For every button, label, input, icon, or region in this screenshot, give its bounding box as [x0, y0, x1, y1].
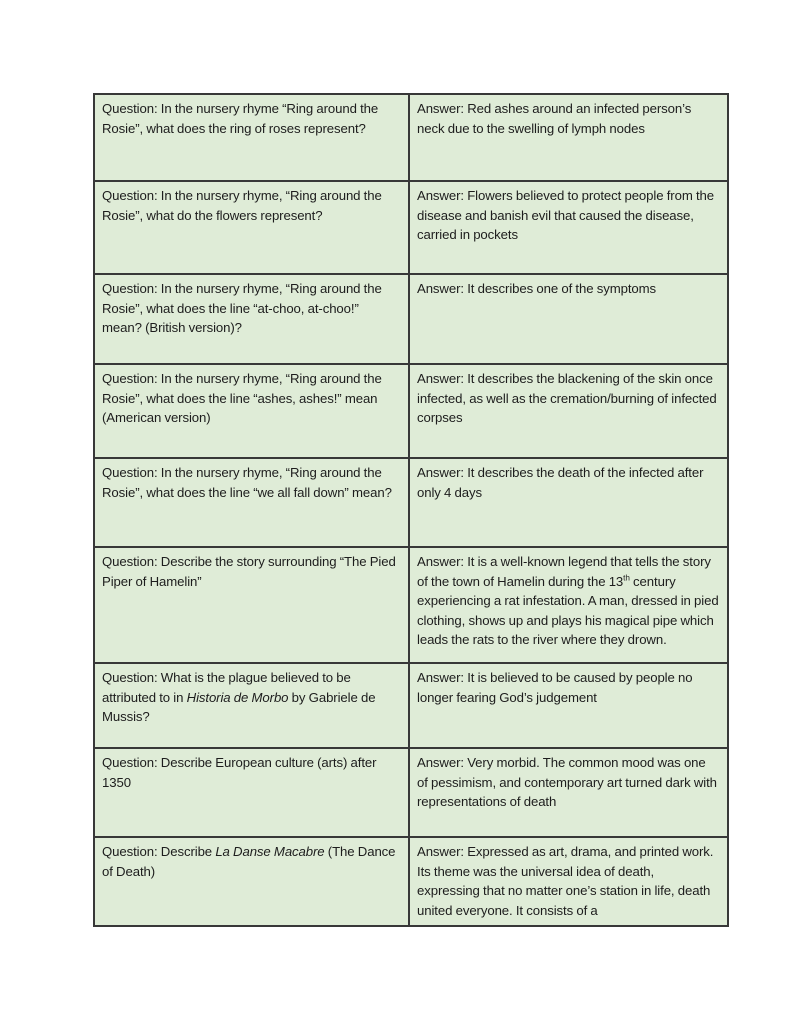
table-row	[94, 364, 728, 458]
question-cell	[94, 181, 409, 274]
question-cell	[94, 274, 409, 364]
text-segment: Question: In the nursery rhyme, “Ring around the Rosie”, what does the line “we all fall down” mean?	[102, 465, 392, 500]
table-row	[94, 748, 728, 837]
table-row	[94, 458, 728, 547]
text-segment: Answer: Very morbid. The common mood was one of pessimism, and contemporary art turned dark with representations of death	[417, 755, 717, 809]
table-row	[94, 94, 728, 181]
answer-cell	[409, 274, 728, 364]
text-segment: by Gabriele de Mussis?	[102, 689, 376, 724]
qa-table	[93, 93, 729, 927]
text-segment-super: th	[623, 573, 630, 583]
answer-cell	[409, 364, 728, 458]
text-segment: Question: Describe	[102, 844, 216, 859]
text-segment-italic: Historia de Morbo	[186, 689, 289, 705]
question-cell	[94, 94, 409, 181]
answer-cell	[409, 748, 728, 837]
text-segment: Answer: It describes one of the symptoms	[417, 281, 657, 296]
text-segment: Answer: Red ashes around an infected person’s neck due to the swelling of lymph nodes	[417, 101, 692, 136]
question-cell	[94, 663, 409, 748]
table-row	[94, 274, 728, 364]
text-segment: Answer: It describes the blackening of the skin once infected, as well as the cremation/burning of infected corpses	[417, 371, 717, 425]
answer-cell	[409, 547, 728, 663]
text-segment: Question: In the nursery rhyme “Ring around the Rosie”, what does the ring of roses represent?	[102, 101, 379, 136]
question-cell	[94, 837, 409, 926]
question-cell	[94, 547, 409, 663]
table-row	[94, 837, 728, 926]
table-row	[94, 181, 728, 274]
text-segment: Question: Describe European culture (arts) after 1350	[102, 755, 377, 790]
text-segment: Question: In the nursery rhyme, “Ring around the Rosie”, what does the line “ashes, ashes!” mean (American version)	[102, 371, 382, 425]
text-segment: Question: In the nursery rhyme, “Ring around the Rosie”, what does the line “at-choo, at-choo!” mean? (British version)?	[102, 281, 382, 335]
answer-cell	[409, 663, 728, 748]
answer-cell	[409, 458, 728, 547]
qa-table-body	[94, 94, 728, 926]
text-segment: Question: Describe the story surrounding “The Pied Piper of Hamelin”	[102, 554, 396, 589]
answer-cell	[409, 181, 728, 274]
text-segment: Answer: It describes the death of the infected after only 4 days	[417, 465, 704, 500]
text-segment-italic: La Danse Macabre	[215, 844, 325, 859]
question-cell	[94, 458, 409, 547]
text-segment: (The Dance of Death)	[102, 844, 396, 879]
answer-cell	[409, 837, 728, 926]
text-segment: century experiencing a rat infestation. A man, dressed in pied clothing, shows up and plays his magical pipe which leads the rats to the river where they drown.	[417, 573, 719, 647]
table-row	[94, 547, 728, 663]
text-segment: Answer: Flowers believed to protect people from the disease and banish evil that caused the disease, carried in pockets	[417, 188, 714, 242]
table-row	[94, 663, 728, 748]
text-segment: Answer: It is a well-known legend that tells the story of the town of Hamelin during the 13	[417, 554, 711, 589]
text-segment: Question: In the nursery rhyme, “Ring around the Rosie”, what do the flowers represent?	[102, 188, 382, 223]
question-cell	[94, 748, 409, 837]
text-segment: Question: What is the plague believed to be attributed to in	[102, 670, 351, 705]
text-segment: Answer: It is believed to be caused by people no longer fearing God’s judgement	[417, 670, 693, 705]
answer-cell	[409, 94, 728, 181]
question-cell	[94, 364, 409, 458]
text-segment: Answer: Expressed as art, drama, and printed work. Its theme was the universal idea of death, expressing that no matter one’s station in life, death united everyone. It consists of a	[417, 844, 714, 918]
